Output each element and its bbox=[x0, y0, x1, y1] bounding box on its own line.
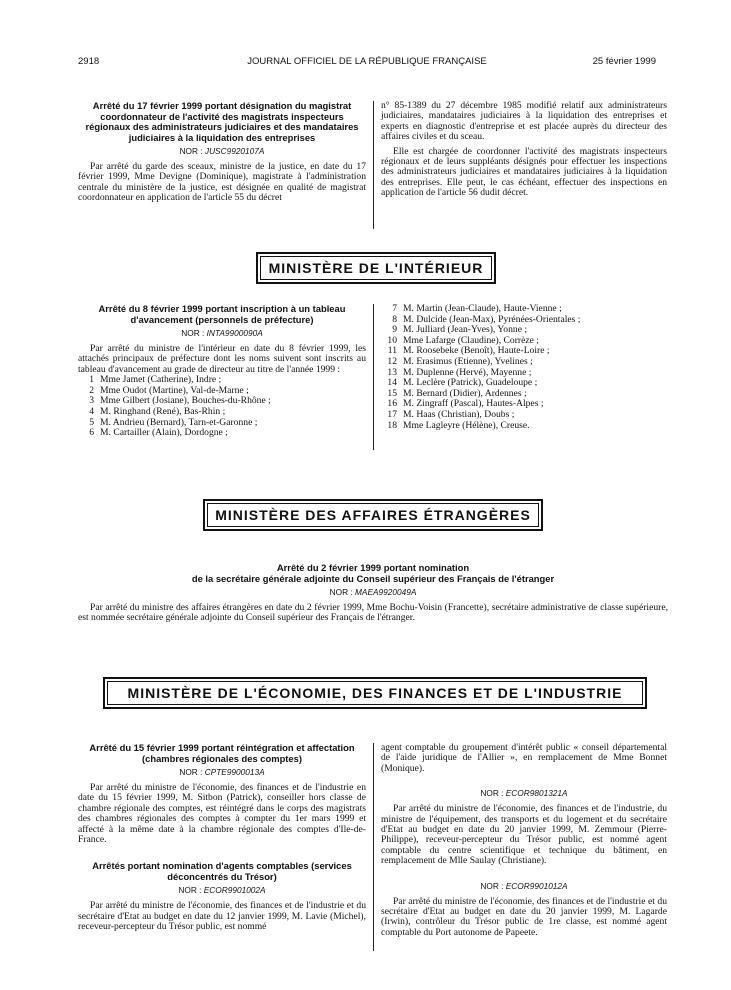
ministry-heading-affaires-etrangeres: MINISTÈRE DES AFFAIRES ÉTRANGÈRES bbox=[203, 499, 543, 531]
item-text: M. Andrieu (Bernard), Tarn-et-Garonne ; bbox=[100, 416, 258, 428]
ministry-heading-interieur: MINISTÈRE DE L'INTÉRIEUR bbox=[256, 252, 496, 284]
decree-title: Arrêté du 2 février 1999 portant nomination de la secrétaire générale adjointe du Conseil supérieur des Français de l'étranger bbox=[191, 562, 555, 584]
item-text: M. Cartailler (Alain), Dordogne ; bbox=[100, 427, 228, 439]
issue-date: 25 février 1999 bbox=[592, 56, 656, 67]
decree-body: Par arrêté du ministre des affaires étrangères en date du 2 février 1999, Mme Bochu-Voisin (Francette), secrétaire administrative de classe supérieure, est nommée secrétaire générale adjointe du Conseil supérieur des Français de l'étranger. bbox=[78, 602, 668, 624]
decree-title: Arrêté du 17 février 1999 portant désignation du magistrat coordonnateur de l'activité des magistrats inspecteurs régionaux des administrateurs judiciaires et des mandataires judiciaires à la liquidation des entreprises bbox=[85, 100, 359, 143]
item-text: M. Erasimus (Etienne), Yvelines ; bbox=[403, 355, 533, 367]
item-text: M. Julliard (Jean-Yves), Yonne ; bbox=[403, 324, 528, 336]
decree-title: Arrêté du 8 février 1999 portant inscription à un tableau d'avancement (personnels de préfecture) bbox=[98, 303, 346, 325]
list-item bbox=[381, 357, 667, 368]
decree-justice-right: n° 85-1389 du 27 décembre 1985 modifié relatif aux administrateurs judiciaires, mandataires judiciaires à la liquidation des entreprises et experts en diagnostic d'entreprise et est placée auprès du directeur des affaires civiles et du sceau. Elle est chargée de coordonner l'activité des magistrats inspecteurs régionaux et de leurs suppléants désignés pour effectuer les inspections des administrateurs judiciaires et mandataires judiciaires à la liquidation des entreprises. Elle peut, le cas échéant, effectuer des inspections en application de l'article 56 dudit décret. bbox=[381, 100, 667, 199]
item-text: Mme Jamet (Catherine), Indre ; bbox=[100, 374, 222, 386]
decree-body: Par arrêté du ministre de l'économie, des finances et de l'industrie et du secrétaire d'Etat au budget en date du 12 janvier 1999, M. Lavie (Michel), receveur-percepteur du Trésor public, est nommé bbox=[78, 900, 366, 933]
decree-economie-right bbox=[381, 743, 667, 938]
column-divider bbox=[373, 101, 374, 229]
item-text: M. Ringhand (René), Bas-Rhin ; bbox=[100, 406, 226, 417]
nor-reference: NOR : MAEA9920049A bbox=[329, 587, 417, 597]
list-item bbox=[78, 428, 366, 439]
item-number: 8 bbox=[392, 313, 397, 325]
nor-reference: NOR : JUSC9920107A bbox=[179, 146, 265, 156]
item-number: 17 bbox=[387, 408, 397, 420]
item-number: 10 bbox=[387, 334, 397, 346]
decree-justice-left bbox=[78, 101, 366, 204]
item-number: 7 bbox=[392, 303, 397, 314]
item-text: Mme Oudot (Martine), Val-de-Marne ; bbox=[100, 384, 249, 396]
decree-body: Par arrêté du ministre de l'intérieur en date du 8 février 1999, les attachés principaux de préfecture dont les noms suivent sont inscrits au tableau d'avancement au grade de directeur au titre de l'année 1999 : bbox=[78, 343, 366, 375]
list-item bbox=[381, 410, 667, 421]
item-number: 18 bbox=[387, 419, 397, 431]
item-text: M. Bernard (Didier), Ardennes ; bbox=[403, 387, 527, 399]
item-text: Mme Lagleyre (Hélène), Creuse. bbox=[403, 419, 530, 431]
page-number: 2918 bbox=[78, 56, 100, 67]
decree-title: Arrêtés portant nomination d'agents comptables (services déconcentrés du Trésor) bbox=[92, 860, 352, 882]
item-text: M. Zingraff (Pascal), Hautes-Alpes ; bbox=[403, 398, 544, 410]
decree-body: Par arrêté du garde des sceaux, ministre de la justice, en date du 17 février 1999, Mme Devigne (Dominique), magistrate à l'administration centrale du ministère de la justice, est désignée en qualité de magistrat coordonnateur en application de l'article 55 du décret bbox=[78, 161, 366, 204]
item-text: Mme Lafarge (Claudine), Corrèze ; bbox=[403, 334, 539, 346]
column-divider bbox=[373, 304, 374, 450]
decree-affaires-etrangeres bbox=[78, 563, 668, 624]
item-number: 6 bbox=[89, 427, 94, 439]
item-text: M. Martin (Jean-Claude), Haute-Vienne ; bbox=[403, 303, 562, 314]
item-text: M. Dulcide (Jean-Max), Pyrénées-Orientales ; bbox=[403, 313, 581, 325]
item-text: M. Haas (Christian), Doubs ; bbox=[403, 408, 515, 420]
promotion-list-right bbox=[381, 304, 667, 431]
journal-title: JOURNAL OFFICIEL DE LA RÉPUBLIQUE FRANÇAISE bbox=[247, 56, 487, 67]
decree-interieur-right bbox=[381, 304, 667, 431]
list-item bbox=[381, 421, 667, 432]
item-text: M. Duplenne (Hervé), Mayenne ; bbox=[403, 366, 532, 378]
item-number: 11 bbox=[387, 345, 397, 357]
item-text: M. Leclère (Patrick), Guadeloupe ; bbox=[403, 377, 538, 389]
list-item bbox=[381, 304, 667, 315]
decree-economie-left bbox=[78, 743, 366, 933]
nor-reference: NOR : CPTE9900013A bbox=[179, 767, 265, 777]
nor-reference: NOR : ECOR9901012A bbox=[480, 880, 568, 891]
nor-reference: NOR : ECOR9801321A bbox=[480, 788, 568, 799]
column-divider bbox=[373, 743, 374, 951]
promotion-list-left bbox=[78, 375, 366, 439]
item-number: 4 bbox=[89, 406, 94, 417]
item-number: 14 bbox=[387, 377, 397, 389]
item-number: 9 bbox=[392, 324, 397, 336]
item-text: Mme Gilbert (Josiane), Bouches-du-Rhône ; bbox=[100, 395, 271, 407]
nor-reference: NOR : INTA9900090A bbox=[181, 328, 263, 338]
item-number: 15 bbox=[387, 387, 397, 399]
nor-reference: NOR : ECOR9901002A bbox=[178, 885, 266, 896]
item-number: 1 bbox=[89, 374, 94, 386]
item-number: 3 bbox=[89, 395, 94, 407]
decree-title: Arrêté du 15 février 1999 portant réintégration et affectation (chambres régionales des comptes) bbox=[89, 742, 355, 764]
item-number: 13 bbox=[387, 366, 397, 378]
decree-body: Par arrêté du ministre de l'économie, des finances et de l'industrie et du secrétaire d'Etat au budget en date du 20 janvier 1999, M. Lagarde (Irwin), contrôleur du Trésor public de 1re classe, est nommé agent comptable du Port autonome de Papeete. bbox=[381, 895, 667, 938]
item-text: M. Roosebeke (Benoît), Haute-Loire ; bbox=[403, 345, 550, 357]
item-number: 2 bbox=[89, 384, 94, 396]
decree-body: agent comptable du groupement d'intérêt public « conseil départemental de l'aide juridique de l'Allier », en remplacement de Mme Bonnet (Monique). bbox=[381, 742, 667, 774]
decree-interieur-left bbox=[78, 304, 366, 439]
decree-body: Par arrêté du ministre de l'économie, des finances et de l'industrie en date du 15 février 1999, M. Sitbon (Patrick), conseiller hors classe de chambre régionale des comptes, est réintégré dans le corps des magistrats des chambres régionales des comptes à compter du 1er mars 1999 et affecté à la même date à la chambre régionale des comptes d'Ile-de-France. bbox=[78, 782, 366, 846]
item-number: 16 bbox=[387, 398, 397, 410]
item-number: 12 bbox=[387, 355, 397, 367]
decree-body: Par arrêté du ministre de l'économie, des finances et de l'industrie, du ministre de l'équipement, des transports et du logement et du secrétaire d'Etat au budget en date du 20 janvier 1999, M. Zemmour (Pierre-Philippe), receveur-percepteur du Trésor public, est nommé agent comptable du centre scientifique et technique du bâtiment, en remplacement de Mlle Saulay (Christiane). bbox=[381, 803, 667, 867]
list-item bbox=[78, 407, 366, 418]
ministry-heading-economie: MINISTÈRE DE L'ÉCONOMIE, DES FINANCES ET DE L'INDUSTRIE bbox=[103, 677, 647, 709]
item-number: 5 bbox=[89, 416, 94, 428]
